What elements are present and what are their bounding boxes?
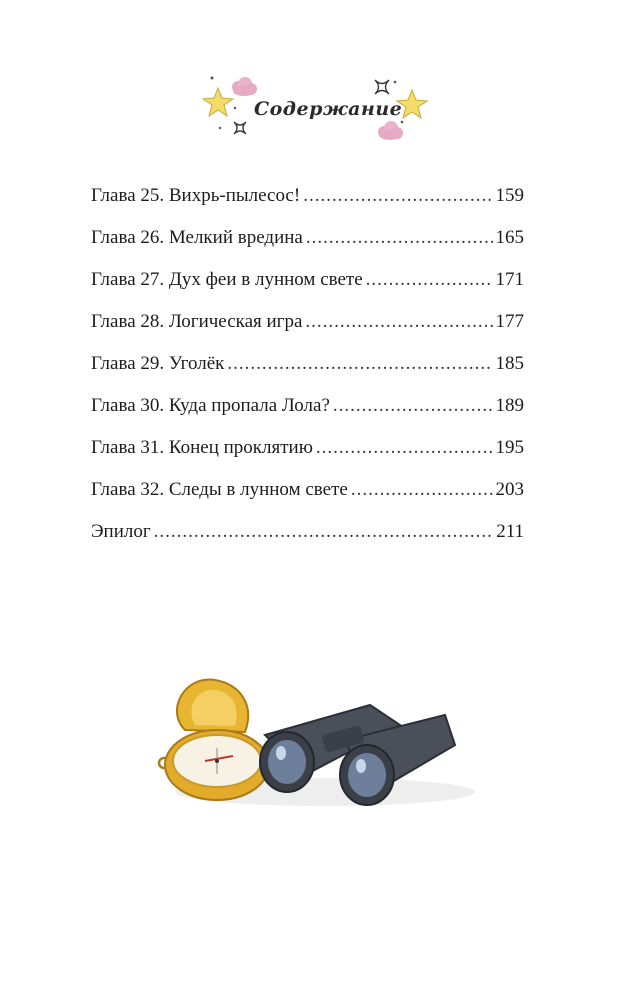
- toc-header: [190, 70, 440, 150]
- table-of-contents: [91, 181, 524, 559]
- toc-entry-page: 211: [496, 521, 524, 542]
- compass-icon: [159, 680, 269, 800]
- toc-entry-title: Эпилог: [91, 521, 151, 542]
- toc-entry[interactable]: [91, 349, 524, 391]
- toc-entry[interactable]: [91, 517, 524, 559]
- illustration: [155, 670, 485, 825]
- toc-entry[interactable]: [91, 307, 524, 349]
- toc-entry-page: 203: [495, 479, 524, 500]
- toc-entry-page: 165: [495, 227, 524, 248]
- toc-leader-dots: [333, 391, 493, 421]
- toc-leader-dots: [366, 265, 493, 295]
- toc-entry-title: Глава 29. Уголёк: [91, 353, 225, 374]
- toc-leader-dots: [227, 349, 492, 379]
- toc-entry[interactable]: [91, 433, 524, 475]
- toc-entry-page: 195: [495, 437, 524, 458]
- toc-leader-dots: [303, 181, 492, 211]
- sparkle-icon: [375, 80, 389, 94]
- toc-entry-title: Глава 30. Куда пропала Лола?: [91, 395, 330, 416]
- toc-leader-dots: [351, 475, 493, 505]
- toc-leader-dots: [306, 223, 493, 253]
- toc-leader-dots: [316, 433, 493, 463]
- illustration-art: [155, 670, 485, 820]
- star-icon: [203, 88, 233, 116]
- page-title: Содержание: [254, 98, 403, 120]
- toc-entry[interactable]: [91, 223, 524, 265]
- cloud-icon: [232, 77, 257, 96]
- toc-entry-title: Глава 25. Вихрь-пылесос!: [91, 185, 301, 206]
- toc-entry-title: Глава 28. Логическая игра: [91, 311, 303, 332]
- toc-entry[interactable]: [91, 265, 524, 307]
- toc-entry[interactable]: [91, 391, 524, 433]
- toc-entry[interactable]: [91, 475, 524, 517]
- toc-entry-title: Глава 27. Дух феи в лунном свете: [91, 269, 363, 290]
- toc-entry-page: 159: [495, 185, 524, 206]
- toc-leader-dots: [305, 307, 492, 337]
- toc-leader-dots: [154, 517, 494, 547]
- toc-entry-page: 177: [495, 311, 524, 332]
- toc-entry-title: Глава 32. Следы в лунном свете: [91, 479, 348, 500]
- cloud-icon: [378, 121, 403, 140]
- toc-entry-page: 171: [495, 269, 524, 290]
- toc-entry-title: Глава 31. Конец проклятию: [91, 437, 313, 458]
- toc-entry[interactable]: [91, 181, 524, 223]
- sparkle-icon: [234, 122, 246, 134]
- toc-entry-page: 189: [495, 395, 524, 416]
- toc-entry-page: 185: [495, 353, 524, 374]
- toc-entry-title: Глава 26. Мелкий вредина: [91, 227, 303, 248]
